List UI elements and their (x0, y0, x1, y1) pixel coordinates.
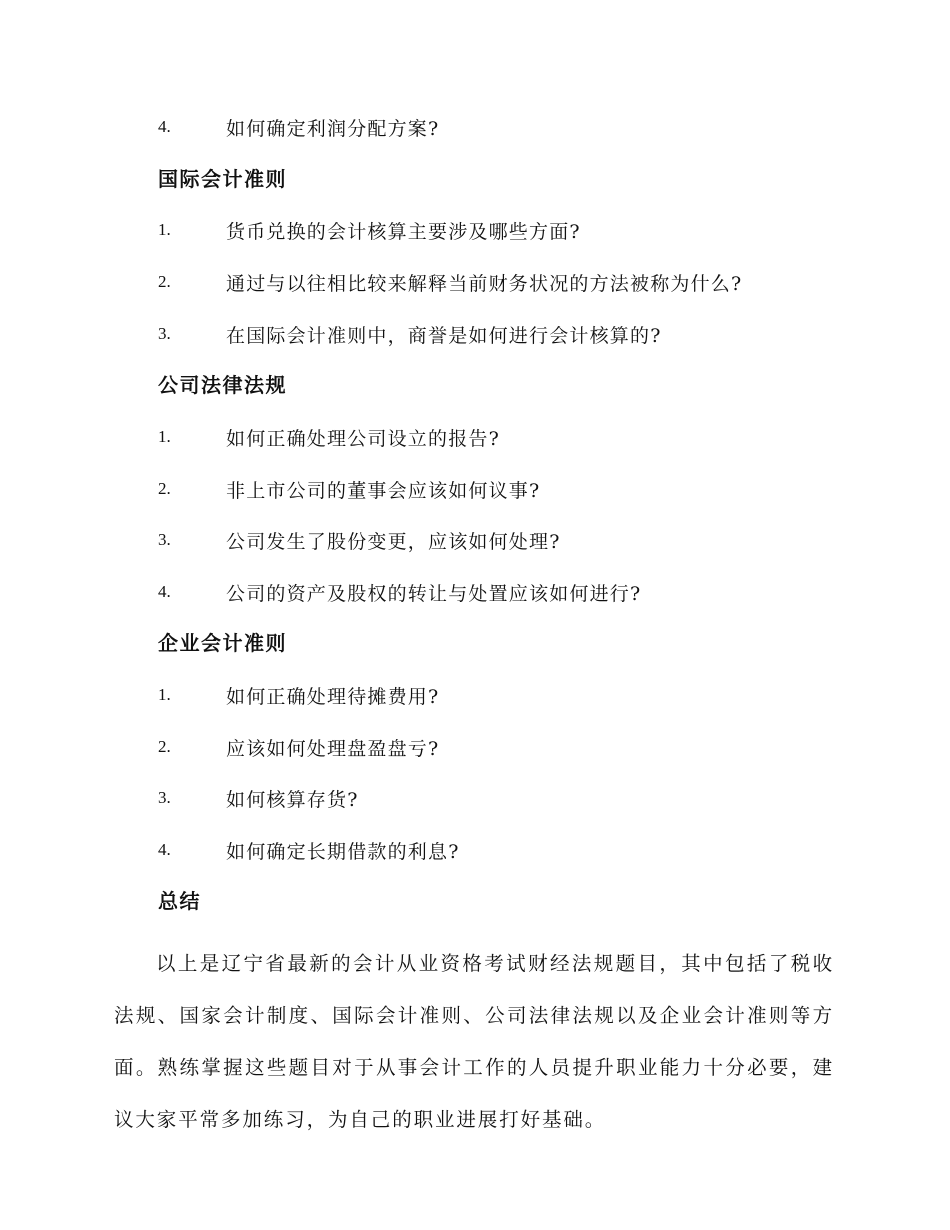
list-item (158, 474, 540, 504)
item-number: 2. (158, 479, 171, 498)
list-item (158, 319, 662, 349)
item-number: 4. (158, 582, 171, 601)
list-item (158, 112, 439, 142)
item-number: 4. (158, 117, 171, 136)
item-number: 1. (158, 427, 171, 446)
item-number: 2. (158, 737, 171, 756)
list-item (158, 732, 439, 762)
item-text: 如何确定利润分配方案? (226, 117, 440, 140)
item-number: 1. (158, 685, 171, 704)
item-text: 如何确定长期借款的利息? (226, 840, 460, 863)
item-text: 货币兑换的会计核算主要涉及哪些方面? (226, 220, 581, 243)
item-text: 如何核算存货? (226, 788, 359, 811)
section-heading-international-accounting: 国际会计准则 (158, 167, 287, 191)
item-text: 如何正确处理待摊费用? (226, 685, 440, 708)
list-item (158, 835, 460, 865)
item-number: 3. (158, 530, 171, 549)
list-item (158, 783, 359, 813)
list-item (158, 422, 500, 452)
item-text: 如何正确处理公司设立的报告? (226, 427, 500, 450)
item-number: 4. (158, 840, 171, 859)
item-text: 在国际会计准则中，商誉是如何进行会计核算的? (226, 324, 662, 347)
item-number: 2. (158, 272, 171, 291)
item-number: 1. (158, 220, 171, 239)
section-heading-enterprise-accounting: 企业会计准则 (158, 631, 287, 655)
item-number: 3. (158, 324, 171, 343)
item-text: 应该如何处理盘盈盘亏? (226, 737, 440, 760)
summary-paragraph: 以上是辽宁省最新的会计从业资格考试财经法规题目，其中包括了税收法规、国家会计制度、国际会计准则、公司法律法规以及企业会计准则等方面。熟练掌握这些题目对于从事会计工作的人员提升职业能力十分必要，建议大家平常多加练习，为自己的职业进展打好基础。 (114, 952, 834, 1131)
section-heading-company-law: 公司法律法规 (158, 373, 287, 397)
summary-heading: 总结 (158, 889, 201, 913)
item-text: 通过与以往相比较来解释当前财务状况的方法被称为什么? (226, 272, 743, 295)
item-text: 公司发生了股份变更，应该如何处理? (226, 530, 561, 553)
list-item (158, 577, 641, 607)
item-text: 公司的资产及股权的转让与处置应该如何进行? (226, 582, 642, 605)
item-number: 3. (158, 788, 171, 807)
item-text: 非上市公司的董事会应该如何议事? (226, 479, 541, 502)
list-item (158, 215, 581, 245)
list-item (158, 680, 439, 710)
list-item (158, 525, 561, 555)
list-item (158, 267, 742, 297)
